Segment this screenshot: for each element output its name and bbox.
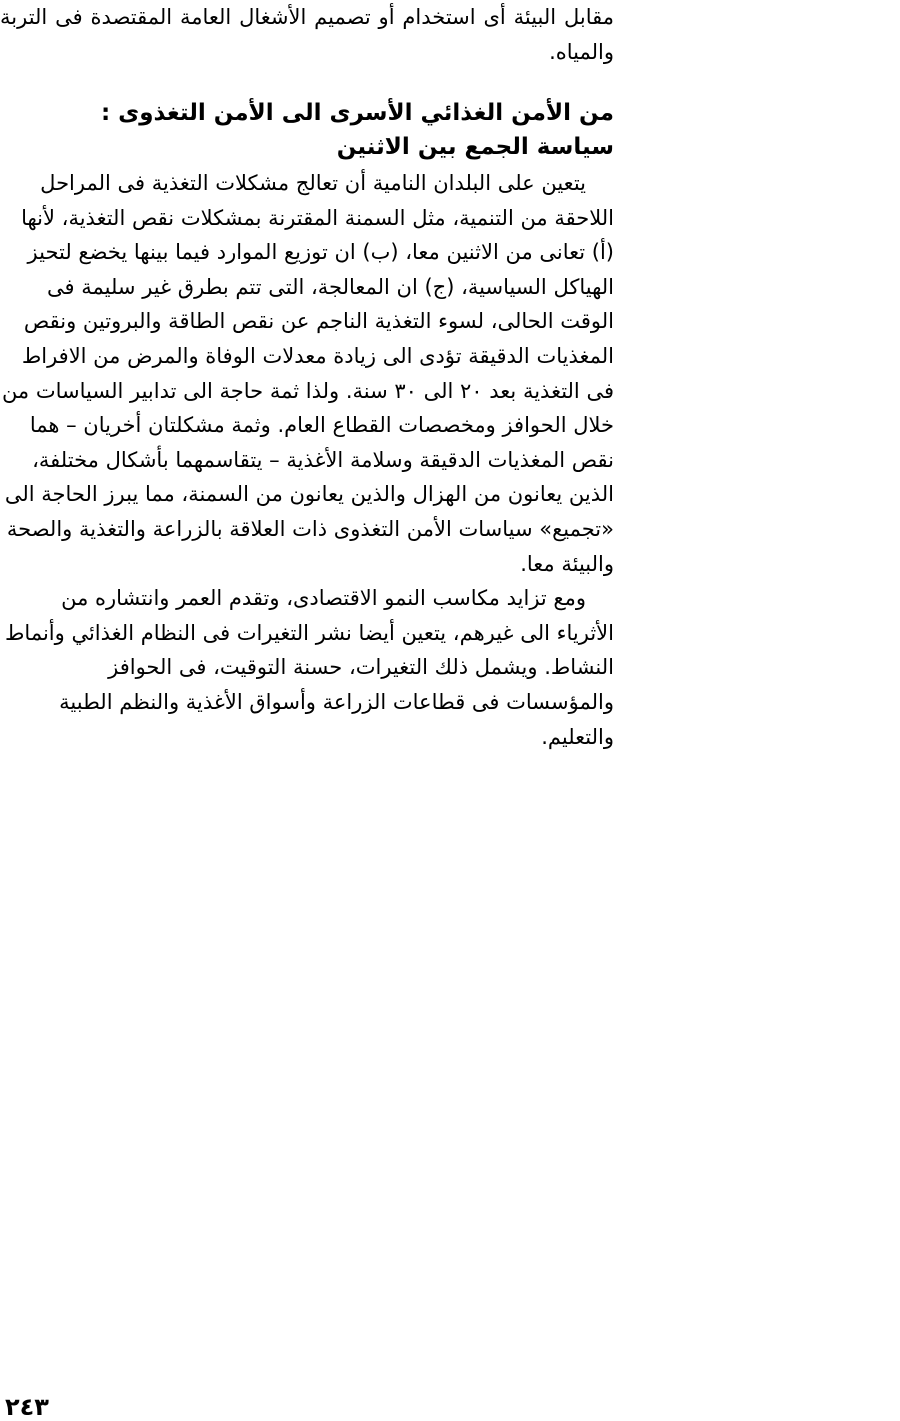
body-paragraph-1: يتعين على البلدان النامية أن تعالج مشكلات التغذية فى المراحل اللاحقة من التنمية، مثل السمنة المقترنة بمشكلات نقص التغذية، لأنها (أ) تعانى من الاثنين معا، (ب) ان توزيع الموارد فيما بينها يخضع لتحيز الهياكل السياسية، (ج) ان المعالجة، التى تتم بطرق غير سليمة فى الوقت الحالى، لسوء التغذية الناجم عن نقص الطاقة والبروتين ونقص المغذيات الدقيقة تؤدى الى زيادة معدلات الوفاة والمرض من الافراط فى التغذية بعد ٢٠ الى ٣٠ سنة. ولذا ثمة حاجة الى تدابير السياسات من خلال الحوافز ومخصصات القطاع العام. وثمة مشكلتان أخريان – هما نقص المغذيات الدقيقة وسلامة الأغذية – يتقاسمهما بأشكال مختلفة، الذين يعانون من الهزال والذين يعانون من السمنة، مما يبرز الحاجة الى «تجميع» سياسات الأمن التغذوى ذات العلاقة بالزراعة والتغذية والصحة والبيئة معا. [1, 171, 614, 576]
body-text [0, 166, 614, 754]
section-heading-line-1: من الأمن الغذائي الأسرى الى الأمن التغذوى : [100, 100, 614, 126]
opening-paragraph-block [0, 0, 614, 69]
body-paragraph-2: ومع تزايد مكاسب النمو الاقتصادى، وتقدم العمر وانتشاره من الأثرياء الى غيرهم، يتعين أيضا نشر التغيرات فى النظام الغذائي وأنماط النشاط. ويشمل ذلك التغيرات، حسنة التوقيت، فى الحوافز والمؤسسات فى قطاعات الزراعة وأسواق الأغذية والنظم الطبية والتعليم. [5, 586, 614, 749]
page-number: ٢٤٣ [5, 1393, 49, 1421]
opening-paragraph: مقابل البيئة أى استخدام أو تصميم الأشغال العامة المقتصدة فى التربة والمياه. [0, 5, 614, 64]
section-heading-line-2: سياسة الجمع بين الاثنين [336, 134, 614, 160]
section-heading [0, 96, 614, 164]
